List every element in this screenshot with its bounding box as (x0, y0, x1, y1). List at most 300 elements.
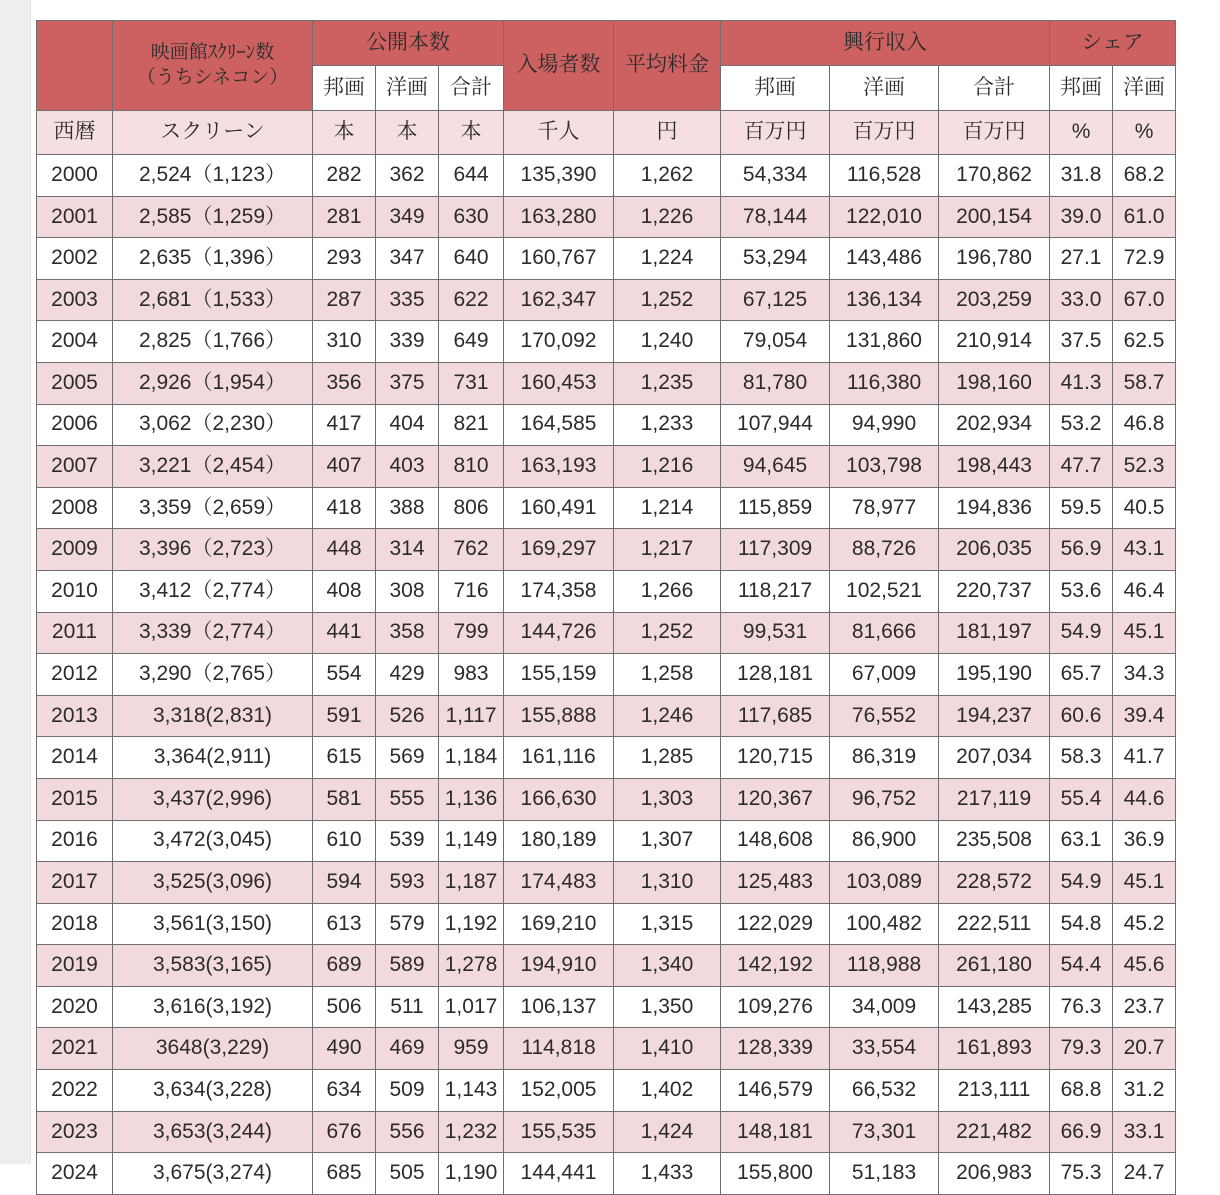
cell-boxoffice-total: 143,285 (939, 986, 1050, 1028)
cell-share-foreign: 40.5 (1113, 487, 1176, 529)
cell-admissions: 166,630 (504, 778, 614, 820)
cell-year: 2017 (37, 862, 113, 904)
cell-average-price: 1,226 (614, 196, 721, 238)
cell-average-price: 1,285 (614, 737, 721, 779)
cell-share-domestic: 53.2 (1050, 404, 1113, 446)
table-row (37, 321, 1176, 363)
cell-average-price: 1,402 (614, 1070, 721, 1112)
cell-releases-foreign: 362 (376, 155, 439, 197)
table-body (37, 155, 1176, 1195)
cell-boxoffice-total: 235,508 (939, 820, 1050, 862)
cell-releases-total: 1,117 (439, 695, 504, 737)
cell-admissions: 106,137 (504, 986, 614, 1028)
cell-share-domestic: 39.0 (1050, 196, 1113, 238)
cell-boxoffice-domestic: 78,144 (721, 196, 830, 238)
cell-admissions: 180,189 (504, 820, 614, 862)
table-row (37, 238, 1176, 280)
cell-releases-foreign: 339 (376, 321, 439, 363)
cell-average-price: 1,310 (614, 862, 721, 904)
cell-screens: 3,653(3,244) (113, 1111, 313, 1153)
cell-share-domestic: 27.1 (1050, 238, 1113, 280)
cell-boxoffice-foreign: 86,900 (830, 820, 939, 862)
cell-releases-foreign: 526 (376, 695, 439, 737)
cell-releases-total: 806 (439, 487, 504, 529)
cell-releases-total: 1,190 (439, 1153, 504, 1195)
cell-releases-foreign: 404 (376, 404, 439, 446)
cell-average-price: 1,262 (614, 155, 721, 197)
cell-average-price: 1,224 (614, 238, 721, 280)
cell-average-price: 1,246 (614, 695, 721, 737)
cell-boxoffice-foreign: 131,860 (830, 321, 939, 363)
cell-year: 2003 (37, 279, 113, 321)
cell-boxoffice-domestic: 125,483 (721, 862, 830, 904)
cell-share-domestic: 79.3 (1050, 1028, 1113, 1070)
cell-releases-total: 644 (439, 155, 504, 197)
cell-admissions: 163,193 (504, 446, 614, 488)
cell-boxoffice-total: 222,511 (939, 903, 1050, 945)
cell-screens: 2,635（1,396） (113, 238, 313, 280)
table-row (37, 986, 1176, 1028)
cell-releases-total: 1,017 (439, 986, 504, 1028)
cell-boxoffice-foreign: 136,134 (830, 279, 939, 321)
cell-boxoffice-total: 203,259 (939, 279, 1050, 321)
cell-releases-domestic: 287 (313, 279, 376, 321)
cell-boxoffice-foreign: 122,010 (830, 196, 939, 238)
cell-screens: 3,339（2,774） (113, 612, 313, 654)
cell-screens: 3,634(3,228) (113, 1070, 313, 1112)
cell-screens: 3,675(3,274) (113, 1153, 313, 1195)
table-row (37, 1153, 1176, 1195)
cell-year: 2008 (37, 487, 113, 529)
cell-share-domestic: 54.9 (1050, 862, 1113, 904)
cell-admissions: 162,347 (504, 279, 614, 321)
cell-average-price: 1,433 (614, 1153, 721, 1195)
cell-releases-total: 983 (439, 654, 504, 696)
cell-admissions: 163,280 (504, 196, 614, 238)
cell-share-foreign: 62.5 (1113, 321, 1176, 363)
cell-boxoffice-total: 202,934 (939, 404, 1050, 446)
cell-releases-domestic: 610 (313, 820, 376, 862)
cell-boxoffice-domestic: 155,800 (721, 1153, 830, 1195)
cell-share-foreign: 67.0 (1113, 279, 1176, 321)
cell-boxoffice-domestic: 148,181 (721, 1111, 830, 1153)
statistics-sheet (36, 20, 1175, 1195)
cell-admissions: 169,297 (504, 529, 614, 571)
cell-boxoffice-domestic: 128,339 (721, 1028, 830, 1070)
cell-boxoffice-total: 213,111 (939, 1070, 1050, 1112)
header-releases-total: 合計 (439, 66, 504, 111)
cell-releases-domestic: 293 (313, 238, 376, 280)
cell-releases-domestic: 689 (313, 945, 376, 987)
cell-boxoffice-total: 195,190 (939, 654, 1050, 696)
cell-screens: 2,585（1,259） (113, 196, 313, 238)
cell-boxoffice-total: 181,197 (939, 612, 1050, 654)
cell-boxoffice-foreign: 103,798 (830, 446, 939, 488)
cell-year: 2012 (37, 654, 113, 696)
cell-average-price: 1,240 (614, 321, 721, 363)
cell-admissions: 161,116 (504, 737, 614, 779)
cell-releases-total: 649 (439, 321, 504, 363)
cell-releases-total: 1,136 (439, 778, 504, 820)
cell-year: 2002 (37, 238, 113, 280)
cell-releases-total: 810 (439, 446, 504, 488)
cell-share-domestic: 75.3 (1050, 1153, 1113, 1195)
page-left-gutter (0, 0, 31, 1164)
cell-releases-total: 762 (439, 529, 504, 571)
cell-average-price: 1,252 (614, 612, 721, 654)
cell-boxoffice-foreign: 103,089 (830, 862, 939, 904)
cell-average-price: 1,216 (614, 446, 721, 488)
cell-year: 2010 (37, 570, 113, 612)
cell-share-domestic: 55.4 (1050, 778, 1113, 820)
cell-average-price: 1,315 (614, 903, 721, 945)
cell-boxoffice-total: 194,836 (939, 487, 1050, 529)
cell-admissions: 174,358 (504, 570, 614, 612)
cell-year: 2023 (37, 1111, 113, 1153)
cell-boxoffice-foreign: 94,990 (830, 404, 939, 446)
cell-share-foreign: 43.1 (1113, 529, 1176, 571)
cell-releases-total: 731 (439, 362, 504, 404)
header-share-group: シェア (1050, 21, 1176, 66)
cell-share-foreign: 36.9 (1113, 820, 1176, 862)
header-boxoffice-domestic: 邦画 (721, 66, 830, 111)
cell-boxoffice-foreign: 88,726 (830, 529, 939, 571)
cell-year: 2009 (37, 529, 113, 571)
cell-admissions: 160,767 (504, 238, 614, 280)
cell-boxoffice-total: 198,160 (939, 362, 1050, 404)
header-boxoffice-group: 興行収入 (721, 21, 1050, 66)
header-screens-group (113, 21, 313, 111)
cell-share-domestic: 59.5 (1050, 487, 1113, 529)
cell-year: 2007 (37, 446, 113, 488)
cell-releases-foreign: 335 (376, 279, 439, 321)
cell-screens: 3,525(3,096) (113, 862, 313, 904)
cell-share-foreign: 45.2 (1113, 903, 1176, 945)
cell-boxoffice-domestic: 120,367 (721, 778, 830, 820)
cell-share-domestic: 76.3 (1050, 986, 1113, 1028)
cell-boxoffice-total: 170,862 (939, 155, 1050, 197)
cell-releases-domestic: 634 (313, 1070, 376, 1112)
unit-admissions: 千人 (504, 111, 614, 155)
unit-releases-domestic: 本 (313, 111, 376, 155)
table-row (37, 820, 1176, 862)
cell-screens: 3648(3,229) (113, 1028, 313, 1070)
header-screens-line2: （うちシネコン） (136, 66, 289, 88)
cell-boxoffice-total: 221,482 (939, 1111, 1050, 1153)
cell-share-domestic: 56.9 (1050, 529, 1113, 571)
cell-share-foreign: 68.2 (1113, 155, 1176, 197)
cell-average-price: 1,252 (614, 279, 721, 321)
cell-boxoffice-total: 261,180 (939, 945, 1050, 987)
cell-releases-total: 630 (439, 196, 504, 238)
cell-boxoffice-total: 196,780 (939, 238, 1050, 280)
cell-admissions: 169,210 (504, 903, 614, 945)
cell-share-domestic: 54.8 (1050, 903, 1113, 945)
cell-releases-domestic: 310 (313, 321, 376, 363)
cell-share-foreign: 20.7 (1113, 1028, 1176, 1070)
cell-boxoffice-domestic: 122,029 (721, 903, 830, 945)
cell-share-domestic: 68.8 (1050, 1070, 1113, 1112)
cell-admissions: 160,453 (504, 362, 614, 404)
cell-year: 2022 (37, 1070, 113, 1112)
cell-screens: 3,359（2,659） (113, 487, 313, 529)
table-row (37, 1028, 1176, 1070)
table-row (37, 903, 1176, 945)
cell-boxoffice-foreign: 67,009 (830, 654, 939, 696)
cell-boxoffice-foreign: 51,183 (830, 1153, 939, 1195)
cell-releases-foreign: 593 (376, 862, 439, 904)
cell-boxoffice-domestic: 53,294 (721, 238, 830, 280)
cell-boxoffice-total: 206,035 (939, 529, 1050, 571)
cell-releases-domestic: 591 (313, 695, 376, 737)
table-row (37, 654, 1176, 696)
cell-share-foreign: 46.8 (1113, 404, 1176, 446)
cell-screens: 3,472(3,045) (113, 820, 313, 862)
table-row (37, 737, 1176, 779)
cell-boxoffice-domestic: 148,608 (721, 820, 830, 862)
header-share-foreign: 洋画 (1113, 66, 1176, 111)
header-average-price-group: 平均料金 (614, 21, 721, 111)
table-row (37, 695, 1176, 737)
header-releases-foreign: 洋画 (376, 66, 439, 111)
cell-share-domestic: 41.3 (1050, 362, 1113, 404)
table-row (37, 404, 1176, 446)
table-row (37, 862, 1176, 904)
cell-average-price: 1,258 (614, 654, 721, 696)
cell-share-foreign: 45.1 (1113, 862, 1176, 904)
cell-boxoffice-domestic: 79,054 (721, 321, 830, 363)
cell-releases-total: 716 (439, 570, 504, 612)
cell-boxoffice-foreign: 86,319 (830, 737, 939, 779)
cell-share-domestic: 66.9 (1050, 1111, 1113, 1153)
header-boxoffice-total: 合計 (939, 66, 1050, 111)
cell-year: 2006 (37, 404, 113, 446)
cell-share-foreign: 33.1 (1113, 1111, 1176, 1153)
cell-share-domestic: 60.6 (1050, 695, 1113, 737)
cell-average-price: 1,410 (614, 1028, 721, 1070)
unit-releases-total: 本 (439, 111, 504, 155)
cell-admissions: 194,910 (504, 945, 614, 987)
unit-share-foreign: % (1113, 111, 1176, 155)
table-row (37, 279, 1176, 321)
cell-average-price: 1,235 (614, 362, 721, 404)
unit-year: 西暦 (37, 111, 113, 155)
header-unit-row (37, 111, 1176, 155)
cell-share-domestic: 47.7 (1050, 446, 1113, 488)
cell-screens: 3,412（2,774） (113, 570, 313, 612)
cell-share-foreign: 45.6 (1113, 945, 1176, 987)
cell-releases-foreign: 511 (376, 986, 439, 1028)
cell-share-foreign: 34.3 (1113, 654, 1176, 696)
cell-boxoffice-domestic: 142,192 (721, 945, 830, 987)
cell-releases-foreign: 349 (376, 196, 439, 238)
cell-screens: 3,561(3,150) (113, 903, 313, 945)
cell-boxoffice-total: 194,237 (939, 695, 1050, 737)
cell-releases-total: 799 (439, 612, 504, 654)
cell-releases-total: 1,278 (439, 945, 504, 987)
cell-boxoffice-domestic: 54,334 (721, 155, 830, 197)
table-row (37, 1111, 1176, 1153)
cell-year: 2015 (37, 778, 113, 820)
cell-screens: 3,364(2,911) (113, 737, 313, 779)
cell-year: 2018 (37, 903, 113, 945)
cell-boxoffice-domestic: 109,276 (721, 986, 830, 1028)
table-header (37, 21, 1176, 155)
cell-admissions: 164,585 (504, 404, 614, 446)
table-row (37, 529, 1176, 571)
cell-admissions: 155,535 (504, 1111, 614, 1153)
cell-boxoffice-domestic: 81,780 (721, 362, 830, 404)
cell-average-price: 1,350 (614, 986, 721, 1028)
cell-boxoffice-foreign: 33,554 (830, 1028, 939, 1070)
cell-boxoffice-domestic: 118,217 (721, 570, 830, 612)
unit-screens: スクリーン (113, 111, 313, 155)
cell-boxoffice-domestic: 107,944 (721, 404, 830, 446)
cell-releases-domestic: 676 (313, 1111, 376, 1153)
cell-share-domestic: 65.7 (1050, 654, 1113, 696)
cell-year: 2019 (37, 945, 113, 987)
cell-average-price: 1,214 (614, 487, 721, 529)
cell-year: 2024 (37, 1153, 113, 1195)
cell-releases-foreign: 308 (376, 570, 439, 612)
cell-boxoffice-foreign: 143,486 (830, 238, 939, 280)
cell-share-domestic: 53.6 (1050, 570, 1113, 612)
cell-average-price: 1,233 (614, 404, 721, 446)
cell-admissions: 144,726 (504, 612, 614, 654)
cell-screens: 3,221（2,454） (113, 446, 313, 488)
cell-boxoffice-total: 200,154 (939, 196, 1050, 238)
cell-share-foreign: 44.6 (1113, 778, 1176, 820)
cell-boxoffice-total: 206,983 (939, 1153, 1050, 1195)
cell-boxoffice-domestic: 94,645 (721, 446, 830, 488)
cell-boxoffice-foreign: 81,666 (830, 612, 939, 654)
cell-boxoffice-total: 210,914 (939, 321, 1050, 363)
cell-releases-foreign: 314 (376, 529, 439, 571)
cell-releases-domestic: 685 (313, 1153, 376, 1195)
header-admissions-group: 入場者数 (504, 21, 614, 111)
cell-releases-domestic: 356 (313, 362, 376, 404)
unit-boxoffice-domestic: 百万円 (721, 111, 830, 155)
table-row (37, 155, 1176, 197)
cell-releases-domestic: 417 (313, 404, 376, 446)
cell-releases-domestic: 615 (313, 737, 376, 779)
cell-screens: 3,318(2,831) (113, 695, 313, 737)
cell-releases-total: 821 (439, 404, 504, 446)
cell-boxoffice-foreign: 118,988 (830, 945, 939, 987)
cell-screens: 2,681（1,533） (113, 279, 313, 321)
cell-boxoffice-domestic: 99,531 (721, 612, 830, 654)
cell-boxoffice-foreign: 73,301 (830, 1111, 939, 1153)
cell-boxoffice-foreign: 78,977 (830, 487, 939, 529)
cell-boxoffice-foreign: 34,009 (830, 986, 939, 1028)
cell-admissions: 114,818 (504, 1028, 614, 1070)
cell-share-foreign: 23.7 (1113, 986, 1176, 1028)
header-corner-blank (37, 21, 113, 111)
unit-share-domestic: % (1050, 111, 1113, 155)
cell-releases-foreign: 429 (376, 654, 439, 696)
cell-share-foreign: 61.0 (1113, 196, 1176, 238)
cell-share-foreign: 46.4 (1113, 570, 1176, 612)
unit-average-price: 円 (614, 111, 721, 155)
cell-screens: 3,062（2,230） (113, 404, 313, 446)
table-row (37, 1070, 1176, 1112)
cell-year: 2020 (37, 986, 113, 1028)
table-row (37, 778, 1176, 820)
cell-releases-total: 959 (439, 1028, 504, 1070)
cell-admissions: 152,005 (504, 1070, 614, 1112)
cell-share-foreign: 52.3 (1113, 446, 1176, 488)
cell-releases-domestic: 594 (313, 862, 376, 904)
cell-year: 2001 (37, 196, 113, 238)
cell-average-price: 1,340 (614, 945, 721, 987)
table-row (37, 487, 1176, 529)
cell-boxoffice-total: 228,572 (939, 862, 1050, 904)
cell-screens: 2,825（1,766） (113, 321, 313, 363)
cell-year: 2021 (37, 1028, 113, 1070)
cell-share-foreign: 41.7 (1113, 737, 1176, 779)
cell-year: 2013 (37, 695, 113, 737)
table-row (37, 945, 1176, 987)
cell-boxoffice-foreign: 116,380 (830, 362, 939, 404)
cell-releases-foreign: 505 (376, 1153, 439, 1195)
unit-releases-foreign: 本 (376, 111, 439, 155)
cell-share-foreign: 24.7 (1113, 1153, 1176, 1195)
cell-releases-domestic: 418 (313, 487, 376, 529)
cell-share-foreign: 31.2 (1113, 1070, 1176, 1112)
cell-admissions: 155,888 (504, 695, 614, 737)
cell-boxoffice-foreign: 100,482 (830, 903, 939, 945)
cell-share-foreign: 39.4 (1113, 695, 1176, 737)
cell-share-domestic: 54.9 (1050, 612, 1113, 654)
cell-boxoffice-domestic: 120,715 (721, 737, 830, 779)
cell-releases-domestic: 613 (313, 903, 376, 945)
cell-releases-foreign: 375 (376, 362, 439, 404)
cell-share-foreign: 72.9 (1113, 238, 1176, 280)
cell-releases-domestic: 490 (313, 1028, 376, 1070)
table-row (37, 570, 1176, 612)
cell-screens: 3,437(2,996) (113, 778, 313, 820)
cell-boxoffice-domestic: 146,579 (721, 1070, 830, 1112)
cell-boxoffice-domestic: 117,685 (721, 695, 830, 737)
cell-releases-foreign: 556 (376, 1111, 439, 1153)
cell-boxoffice-domestic: 67,125 (721, 279, 830, 321)
cell-year: 2004 (37, 321, 113, 363)
cell-boxoffice-foreign: 102,521 (830, 570, 939, 612)
cell-boxoffice-foreign: 116,528 (830, 155, 939, 197)
header-screens-line1: 映画館ｽｸﾘｰﾝ数 (150, 41, 275, 63)
cell-releases-foreign: 347 (376, 238, 439, 280)
cell-admissions: 144,441 (504, 1153, 614, 1195)
cell-admissions: 174,483 (504, 862, 614, 904)
cell-releases-foreign: 469 (376, 1028, 439, 1070)
cell-releases-foreign: 509 (376, 1070, 439, 1112)
cell-year: 2014 (37, 737, 113, 779)
cell-releases-foreign: 388 (376, 487, 439, 529)
cell-releases-domestic: 408 (313, 570, 376, 612)
cell-boxoffice-total: 207,034 (939, 737, 1050, 779)
cell-screens: 3,396（2,723） (113, 529, 313, 571)
table-row (37, 196, 1176, 238)
cell-releases-domestic: 448 (313, 529, 376, 571)
cell-screens: 2,524（1,123） (113, 155, 313, 197)
cell-screens: 3,583(3,165) (113, 945, 313, 987)
cell-boxoffice-foreign: 76,552 (830, 695, 939, 737)
cell-admissions: 160,491 (504, 487, 614, 529)
cell-releases-foreign: 403 (376, 446, 439, 488)
cell-boxoffice-total: 217,119 (939, 778, 1050, 820)
cell-year: 2016 (37, 820, 113, 862)
cell-releases-total: 1,187 (439, 862, 504, 904)
